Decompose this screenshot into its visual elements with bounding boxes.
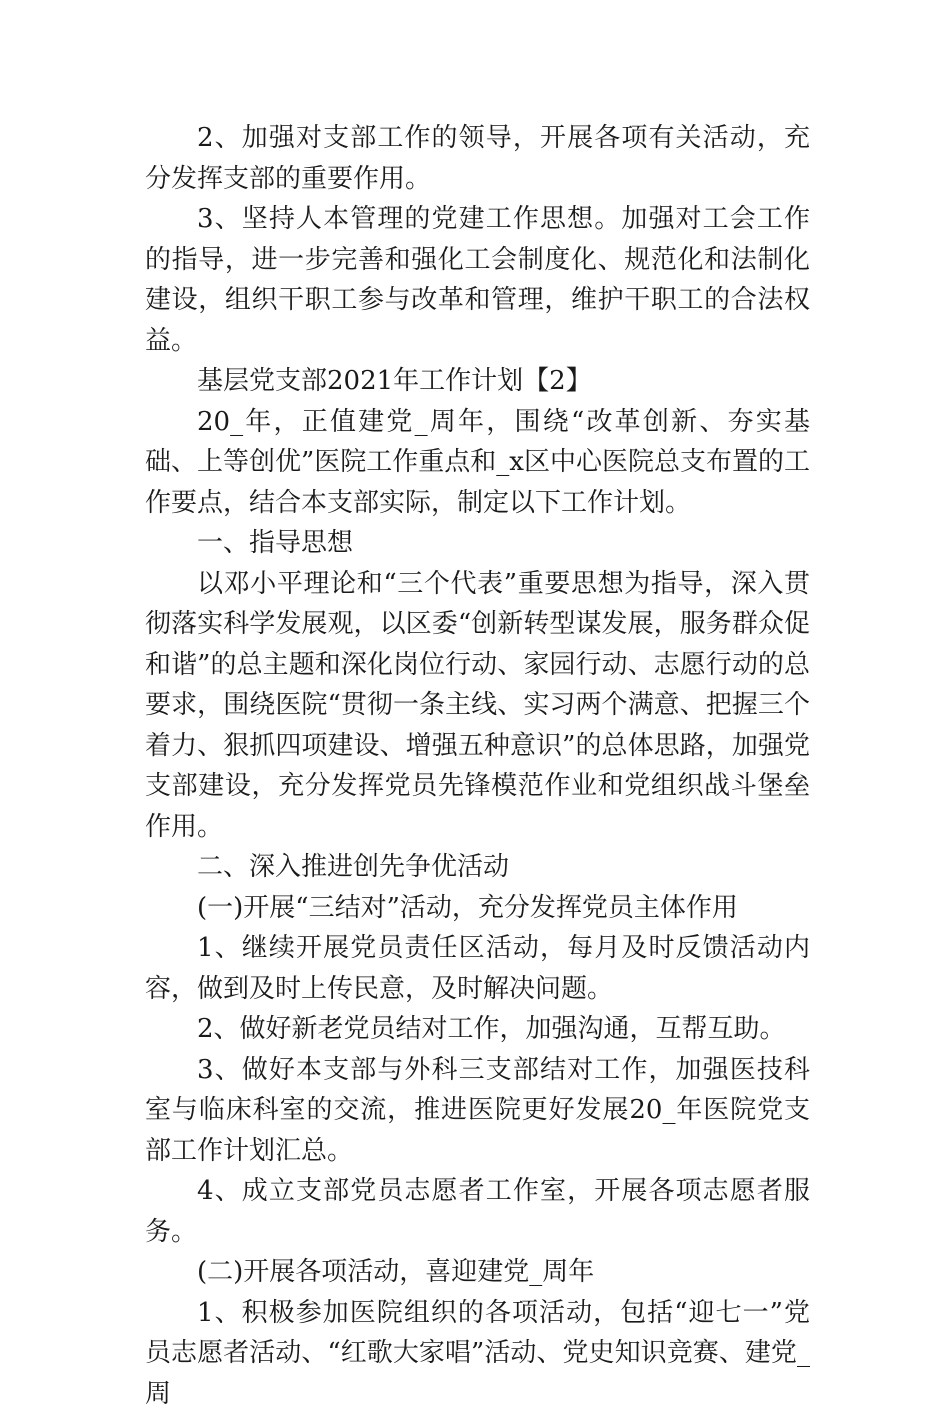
paragraph-item-3: 3、坚持人本管理的党建工作思想。加强对工会工作的指导，进一步完善和强化工会制度化、规范化和法制化建设，组织干职工参与改革和管理，维护干职工的合法权益。 xyxy=(145,199,810,361)
pairing-item-3: 3、做好本支部与外科三支部结对工作，加强医技科室与临床科室的交流，推进医院更好发展20_年医院党支部工作计划汇总。 xyxy=(145,1050,810,1172)
guiding-thought-paragraph: 以邓小平理论和“三个代表”重要思想为指导，深入贯彻落实科学发展观，以区委“创新转型谋发展，服务群众促和谐”的总主题和深化岗位行动、家园行动、志愿行动的总要求，围绕医院“贯彻一条主线、实习两个满意、把握三个着力、狠抓四项建设、增强五种意识”的总体思路，加强党支部建设，充分发挥党员先锋模范作业和党组织战斗堡垒作用。 xyxy=(145,564,810,848)
heading-activities: 二、深入推进创先争优活动 xyxy=(145,847,810,888)
subheading-pairing: (一)开展“三结对”活动，充分发挥党员主体作用 xyxy=(145,888,810,929)
pairing-item-4: 4、成立支部党员志愿者工作室，开展各项志愿者服务。 xyxy=(145,1171,810,1252)
pairing-item-2: 2、做好新老党员结对工作，加强沟通，互帮互助。 xyxy=(145,1009,810,1050)
paragraph-item-2: 2、加强对支部工作的领导，开展各项有关活动，充分发挥支部的重要作用。 xyxy=(145,118,810,199)
heading-guiding-thought: 一、指导思想 xyxy=(145,523,810,564)
anniversary-item-1: 1、积极参加医院组织的各项活动，包括“迎七一”党员志愿者活动、“红歌大家唱”活动、党史知识竞赛、建党_周 xyxy=(145,1293,810,1414)
subheading-anniversary: (二)开展各项活动，喜迎建党_周年 xyxy=(145,1252,810,1293)
document-body xyxy=(145,118,810,1414)
section-title: 基层党支部2021年工作计划【2】 xyxy=(145,361,810,402)
intro-paragraph: 20_年，正值建党_周年，围绕“改革创新、夯实基础、上等创优”医院工作重点和_x区中心医院总支布置的工作要点，结合本支部实际，制定以下工作计划。 xyxy=(145,402,810,524)
pairing-item-1: 1、继续开展党员责任区活动，每月及时反馈活动内容，做到及时上传民意，及时解决问题。 xyxy=(145,928,810,1009)
